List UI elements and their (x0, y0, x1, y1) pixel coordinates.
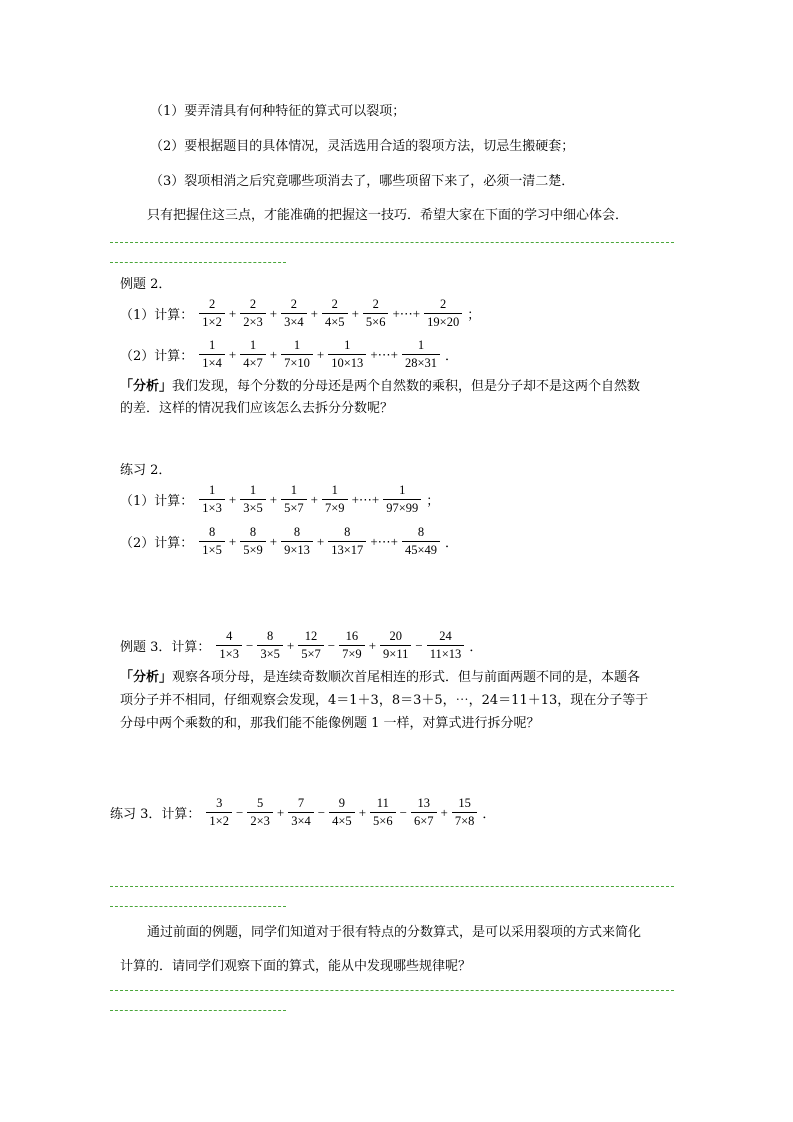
denominator: 3×4 (288, 812, 314, 829)
example-2-analysis-line-2: 的差．这样的情况我们应该怎么去拆分分数呢？ (120, 401, 394, 416)
closing-line-1: 通过前面的例题，同学们知道对于很有特点的分数算式，是可以采用裂项的方式来简化 (147, 925, 642, 940)
denominator: 4×5 (322, 313, 348, 330)
denominator: 7×9 (322, 499, 348, 516)
fraction (240, 525, 266, 558)
fraction (452, 796, 478, 829)
expression-terms (197, 297, 464, 330)
operator: + (276, 804, 285, 820)
practice-2-q2 (120, 525, 458, 558)
fraction (281, 483, 307, 516)
operator: − (235, 804, 244, 820)
numerator: 8 (417, 525, 425, 539)
numerator: 8 (208, 525, 216, 539)
denominator: 1×3 (216, 645, 242, 662)
expression-terms (204, 796, 479, 829)
fraction (402, 525, 440, 558)
example-2-analysis-line-1 (120, 378, 640, 396)
divider-line (110, 906, 286, 907)
numerator: 8 (266, 629, 274, 643)
denominator: 5×7 (281, 499, 307, 516)
numerator: 2 (208, 297, 216, 311)
divider-line (110, 990, 674, 991)
denominator: 1×3 (199, 499, 225, 516)
denominator: 13×17 (328, 541, 366, 558)
practice-2-title: 练习 2． (120, 463, 172, 478)
denominator: 3×5 (257, 645, 283, 662)
numerator: 15 (458, 796, 471, 810)
fraction (427, 629, 465, 662)
question-label: 练习 3．计算： (110, 807, 201, 822)
fraction (199, 525, 225, 558)
operator: + (228, 305, 237, 321)
example-3-analysis-line-3: 分母中两个乘数的和，那我们能不能像例题 1 一样，对算式进行拆分呢？ (120, 716, 540, 731)
expression-terms (197, 338, 442, 371)
denominator: 3×5 (240, 499, 266, 516)
operator: − (399, 804, 407, 820)
denominator: 4×5 (329, 812, 355, 829)
fraction (247, 796, 273, 829)
fraction (322, 297, 348, 330)
divider-line (110, 886, 674, 887)
question-label: （1）计算： (120, 494, 194, 509)
numerator: 2 (331, 297, 338, 311)
denominator: 11×13 (427, 645, 465, 662)
fraction (424, 297, 462, 330)
example-3-analysis-line-2: 项分子并不相同，仔细观察会发现，4＝1＋3，8＝3＋5，⋯，24＝11＋13，现在分子等于 (120, 693, 649, 708)
operator: +⋯+ (351, 491, 380, 507)
intro-point-2: （2）要根据题目的具体情况，灵活选用合适的裂项方法，切忌生搬硬套； (150, 139, 575, 154)
numerator: 1 (249, 338, 257, 352)
numerator: 1 (293, 338, 301, 352)
example-3-question (120, 629, 482, 662)
numerator: 1 (208, 338, 216, 352)
example-3-analysis-line-1 (120, 669, 640, 687)
fraction (402, 338, 440, 371)
denominator: 28×31 (402, 354, 440, 371)
question-label: 例题 3．计算： (120, 640, 211, 655)
denominator: 7×9 (339, 645, 365, 662)
denominator: 45×49 (402, 541, 440, 558)
numerator: 2 (290, 297, 297, 311)
example-2-q1 (120, 297, 480, 330)
operator: + (316, 346, 325, 362)
expression-terms (197, 525, 442, 558)
numerator: 11 (376, 796, 389, 810)
analysis-text: 我们发现，每个分数的分母还是两个自然数的乘积，但是分子却不是这两个自然数 (172, 379, 641, 394)
closing-line-2: 计算的．请同学们观察下面的算式，能从中发现哪些规律呢？ (120, 959, 472, 974)
analysis-text: 观察各项分母，是连续奇数顺次首尾相连的形式．但与前面两题不同的是，本题各 (172, 670, 641, 685)
numerator: 2 (249, 297, 257, 311)
denominator: 7×10 (281, 354, 313, 371)
fraction (199, 338, 225, 371)
fraction (383, 483, 421, 516)
expression-terms (214, 629, 466, 662)
numerator: 1 (331, 483, 338, 497)
numerator: 16 (345, 629, 359, 643)
denominator: 2×3 (240, 313, 266, 330)
denominator: 5×6 (370, 812, 396, 829)
operator: + (228, 491, 237, 507)
numerator: 8 (249, 525, 257, 539)
denominator: 1×2 (199, 313, 225, 330)
fraction (328, 525, 366, 558)
expression-end: ． (445, 349, 459, 364)
question-label: （2）计算： (120, 349, 194, 364)
expression-terms (197, 483, 423, 516)
numerator: 2 (372, 297, 379, 311)
denominator: 5×7 (298, 645, 324, 662)
expression-end: ； (467, 308, 481, 323)
numerator: 1 (399, 483, 406, 497)
denominator: 9×11 (380, 645, 411, 662)
operator: + (228, 346, 237, 362)
operator: + (286, 637, 295, 653)
denominator: 10×13 (328, 354, 366, 371)
numerator: 20 (389, 629, 402, 643)
fraction (199, 297, 225, 330)
numerator: 8 (293, 525, 301, 539)
intro-point-1: （1）要弄清具有何种特征的算式可以裂项； (150, 104, 406, 119)
numerator: 1 (344, 338, 351, 352)
practice-2-q1 (120, 483, 439, 516)
fraction (281, 525, 313, 558)
denominator: 97×99 (383, 499, 421, 516)
denominator: 1×4 (199, 354, 225, 371)
intro-summary: 只有把握住这三点，才能准确的把握这一技巧．希望大家在下面的学习中细心体会． (147, 208, 629, 223)
denominator: 1×2 (206, 812, 232, 829)
denominator: 3×4 (281, 313, 307, 330)
question-label: （1）计算： (120, 308, 194, 323)
fraction (322, 483, 348, 516)
numerator: 1 (417, 338, 425, 352)
operator: +⋯+ (392, 305, 421, 321)
numerator: 4 (226, 629, 233, 643)
question-label: （2）计算： (120, 536, 194, 551)
practice-3-question (110, 796, 495, 829)
denominator: 6×7 (411, 812, 437, 829)
numerator: 24 (439, 629, 452, 643)
denominator: 1×5 (199, 541, 225, 558)
numerator: 1 (249, 483, 257, 497)
operator: +⋯+ (370, 346, 398, 362)
operator: +⋯+ (370, 533, 398, 549)
operator: + (440, 804, 448, 820)
expression-end: ． (482, 807, 496, 822)
divider-line (110, 1010, 286, 1011)
fraction (370, 796, 396, 829)
fraction (240, 338, 266, 371)
expression-end: ； (426, 494, 440, 509)
numerator: 12 (304, 629, 318, 643)
fraction (329, 796, 355, 829)
operator: + (310, 305, 318, 321)
fraction (206, 796, 232, 829)
fraction (281, 297, 307, 330)
expression-end: ． (445, 536, 459, 551)
fraction (328, 338, 366, 371)
operator: − (245, 637, 254, 653)
denominator: 5×9 (240, 541, 266, 558)
fraction (411, 796, 437, 829)
numerator: 13 (417, 796, 430, 810)
operator: + (368, 637, 377, 653)
example-2-q2 (120, 338, 458, 371)
fraction (240, 483, 266, 516)
fraction (257, 629, 283, 662)
operator: + (351, 305, 359, 321)
operator: − (415, 637, 423, 653)
numerator: 5 (256, 796, 264, 810)
operator: + (269, 491, 278, 507)
example-2-title: 例题 2． (120, 277, 172, 292)
denominator: 9×13 (281, 541, 313, 558)
divider-line (110, 262, 286, 263)
fraction (281, 338, 313, 371)
fraction (298, 629, 324, 662)
numerator: 3 (216, 796, 223, 810)
operator: + (269, 533, 278, 549)
denominator: 19×20 (424, 313, 462, 330)
denominator: 2×3 (247, 812, 273, 829)
operator: + (310, 491, 318, 507)
fraction (199, 483, 225, 516)
fraction (363, 297, 389, 330)
expression-end: ． (469, 640, 483, 655)
intro-point-3: （3）裂项相消之后究竟哪些项消去了，哪些项留下来了，必须一清二楚． (150, 174, 575, 189)
fraction (216, 629, 242, 662)
divider-line (110, 242, 674, 243)
numerator: 7 (297, 796, 305, 810)
fraction (288, 796, 314, 829)
operator: + (358, 804, 367, 820)
fraction (339, 629, 365, 662)
analysis-tag: 「分析」 (120, 670, 173, 685)
numerator: 8 (344, 525, 351, 539)
denominator: 5×6 (363, 313, 389, 330)
operator: + (269, 346, 278, 362)
operator: − (317, 804, 326, 820)
numerator: 9 (338, 796, 346, 810)
operator: + (228, 533, 237, 549)
analysis-tag: 「分析」 (120, 379, 173, 394)
denominator: 7×8 (452, 812, 478, 829)
fraction (380, 629, 411, 662)
operator: + (316, 533, 325, 549)
operator: + (269, 305, 278, 321)
numerator: 2 (440, 297, 447, 311)
numerator: 1 (208, 483, 216, 497)
fraction (240, 297, 266, 330)
denominator: 4×7 (240, 354, 266, 371)
numerator: 1 (290, 483, 297, 497)
operator: − (327, 637, 336, 653)
